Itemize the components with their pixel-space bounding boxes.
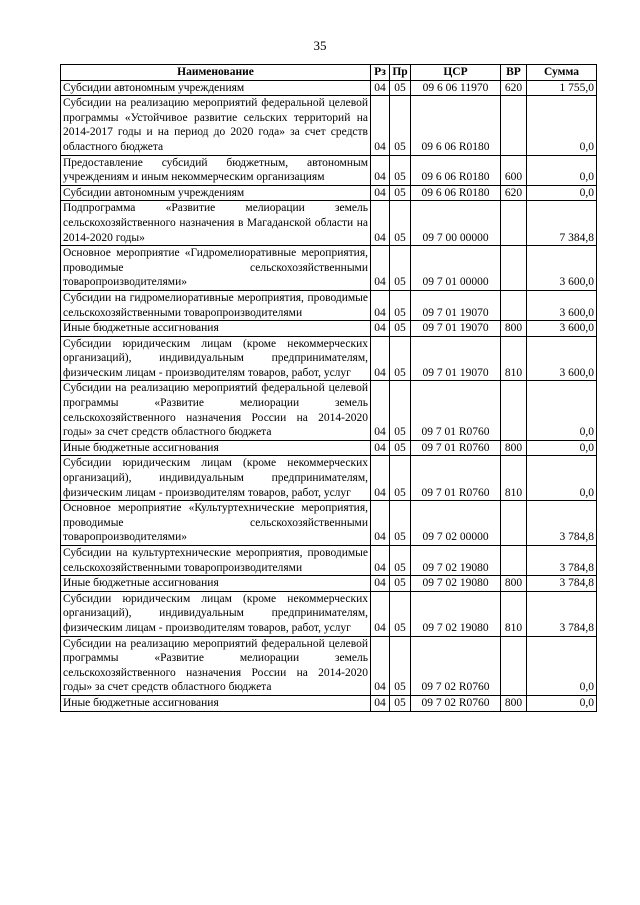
cell-rz: 04: [371, 591, 390, 636]
cell-rz: 04: [371, 440, 390, 456]
cell-name: Субсидии юридическим лицам (кроме некоммерческих организаций), индивидуальным предпринимателям, физическим лицам - производителям товаров, работ, услуг: [61, 591, 371, 636]
cell-vr: [501, 546, 527, 576]
cell-vr: 620: [501, 80, 527, 96]
cell-rz: 04: [371, 546, 390, 576]
cell-rz: 04: [371, 155, 390, 185]
table-row: [61, 201, 597, 246]
cell-rz: 04: [371, 201, 390, 246]
cell-rz: 04: [371, 456, 390, 501]
cell-sum: 0,0: [527, 185, 597, 201]
cell-name: Субсидии на гидромелиоративные мероприятия, проводимые сельскохозяйственными товаропроизводителями: [61, 290, 371, 320]
cell-vr: 800: [501, 321, 527, 337]
cell-rz: 04: [371, 336, 390, 381]
table-row: [61, 185, 597, 201]
table-row: [61, 290, 597, 320]
cell-name: Подпрограмма «Развитие мелиорации земель сельскохозяйственного назначения в Магаданской области на 2014-2020 годы»: [61, 201, 371, 246]
header-pr: Пр: [390, 65, 411, 81]
cell-rz: 04: [371, 246, 390, 291]
table-row: [61, 440, 597, 456]
cell-vr: 800: [501, 440, 527, 456]
cell-csr: 09 6 06 11970: [411, 80, 501, 96]
cell-vr: [501, 381, 527, 440]
cell-rz: 04: [371, 381, 390, 440]
cell-pr: 05: [390, 440, 411, 456]
cell-csr: 09 7 02 00000: [411, 501, 501, 546]
cell-sum: 0,0: [527, 695, 597, 711]
cell-pr: 05: [390, 636, 411, 695]
table-row: [61, 636, 597, 695]
cell-name: Субсидии на реализацию мероприятий федеральной целевой программы «Развитие мелиорации земель сельскохозяйственного назначения России на 2014-2020 годы» за счет средств областного бюджета: [61, 636, 371, 695]
cell-csr: 09 7 02 19080: [411, 591, 501, 636]
cell-sum: 1 755,0: [527, 80, 597, 96]
cell-csr: 09 7 02 R0760: [411, 636, 501, 695]
cell-csr: 09 7 02 R0760: [411, 695, 501, 711]
cell-name: Предоставление субсидий бюджетным, автономным учреждениям и иным некоммерческим организациям: [61, 155, 371, 185]
table-row: [61, 456, 597, 501]
cell-sum: 3 600,0: [527, 290, 597, 320]
table-row: [61, 381, 597, 440]
cell-name: Субсидии юридическим лицам (кроме некоммерческих организаций), индивидуальным предпринимателям, физическим лицам - производителям товаров, работ, услуг: [61, 456, 371, 501]
cell-name: Иные бюджетные ассигнования: [61, 321, 371, 337]
cell-sum: 3 784,8: [527, 546, 597, 576]
cell-pr: 05: [390, 336, 411, 381]
cell-pr: 05: [390, 501, 411, 546]
table-row: [61, 96, 597, 155]
cell-csr: 09 7 02 19080: [411, 546, 501, 576]
cell-csr: 09 6 06 R0180: [411, 155, 501, 185]
cell-vr: [501, 636, 527, 695]
table-row: [61, 321, 597, 337]
cell-pr: 05: [390, 80, 411, 96]
cell-rz: 04: [371, 695, 390, 711]
page-number: 35: [313, 38, 327, 53]
cell-vr: 620: [501, 185, 527, 201]
cell-pr: 05: [390, 546, 411, 576]
cell-pr: 05: [390, 185, 411, 201]
cell-rz: 04: [371, 321, 390, 337]
cell-rz: 04: [371, 96, 390, 155]
header-rz: Рз: [371, 65, 390, 81]
cell-pr: 05: [390, 246, 411, 291]
cell-vr: 800: [501, 695, 527, 711]
table-row: [61, 501, 597, 546]
cell-name: Субсидии на реализацию мероприятий федеральной целевой программы «Устойчивое развитие сельских территорий на 2014-2017 годы и на период до 2020 года» за счет средств областного бюджета: [61, 96, 371, 155]
cell-vr: [501, 246, 527, 291]
header-sum: Сумма: [527, 65, 597, 81]
cell-name: Основное мероприятие «Культуртехнические мероприятия, проводимые сельскохозяйственными товаропроизводителями»: [61, 501, 371, 546]
cell-csr: 09 7 02 19080: [411, 576, 501, 592]
cell-csr: 09 7 01 00000: [411, 246, 501, 291]
header-name: Наименование: [61, 65, 371, 81]
cell-vr: 810: [501, 456, 527, 501]
cell-sum: 0,0: [527, 440, 597, 456]
cell-pr: 05: [390, 576, 411, 592]
cell-sum: 0,0: [527, 155, 597, 185]
cell-vr: [501, 290, 527, 320]
cell-pr: 05: [390, 201, 411, 246]
cell-name: Иные бюджетные ассигнования: [61, 440, 371, 456]
cell-rz: 04: [371, 501, 390, 546]
cell-csr: 09 7 01 19070: [411, 321, 501, 337]
cell-csr: 09 6 06 R0180: [411, 96, 501, 155]
cell-name: Субсидии автономным учреждениям: [61, 185, 371, 201]
cell-sum: 3 600,0: [527, 321, 597, 337]
table-row: [61, 246, 597, 291]
cell-sum: 0,0: [527, 636, 597, 695]
cell-sum: 0,0: [527, 96, 597, 155]
cell-vr: 600: [501, 155, 527, 185]
cell-pr: 05: [390, 695, 411, 711]
cell-pr: 05: [390, 96, 411, 155]
header-vr: ВР: [501, 65, 527, 81]
cell-pr: 05: [390, 321, 411, 337]
cell-name: Субсидии на культуртехнические мероприятия, проводимые сельскохозяйственными товаропроизводителями: [61, 546, 371, 576]
table-row: [61, 80, 597, 96]
cell-pr: 05: [390, 456, 411, 501]
budget-table: [60, 64, 597, 712]
cell-sum: 0,0: [527, 381, 597, 440]
cell-csr: 09 7 01 19070: [411, 290, 501, 320]
cell-pr: 05: [390, 591, 411, 636]
cell-pr: 05: [390, 290, 411, 320]
cell-csr: 09 6 06 R0180: [411, 185, 501, 201]
table-header-row: [61, 65, 597, 81]
table-body: [61, 80, 597, 711]
cell-pr: 05: [390, 155, 411, 185]
cell-sum: 3 784,8: [527, 576, 597, 592]
cell-vr: [501, 201, 527, 246]
cell-name: Субсидии юридическим лицам (кроме некоммерческих организаций), индивидуальным предпринимателям, физическим лицам - производителям товаров, работ, услуг: [61, 336, 371, 381]
cell-sum: 7 384,8: [527, 201, 597, 246]
cell-rz: 04: [371, 80, 390, 96]
cell-vr: [501, 96, 527, 155]
cell-pr: 05: [390, 381, 411, 440]
table-row: [61, 576, 597, 592]
table-row: [61, 336, 597, 381]
cell-sum: 3 600,0: [527, 336, 597, 381]
cell-csr: 09 7 01 R0760: [411, 440, 501, 456]
cell-vr: 810: [501, 336, 527, 381]
cell-sum: 0,0: [527, 456, 597, 501]
cell-sum: 3 600,0: [527, 246, 597, 291]
cell-rz: 04: [371, 185, 390, 201]
cell-name: Иные бюджетные ассигнования: [61, 695, 371, 711]
table-row: [61, 591, 597, 636]
header-csr: ЦСР: [411, 65, 501, 81]
cell-name: Основное мероприятие «Гидромелиоративные мероприятия, проводимые сельскохозяйственными товаропроизводителями»: [61, 246, 371, 291]
table-row: [61, 695, 597, 711]
cell-vr: 810: [501, 591, 527, 636]
cell-vr: [501, 501, 527, 546]
cell-sum: 3 784,8: [527, 501, 597, 546]
cell-csr: 09 7 01 R0760: [411, 456, 501, 501]
cell-csr: 09 7 00 00000: [411, 201, 501, 246]
cell-name: Субсидии на реализацию мероприятий федеральной целевой программы «Развитие мелиорации земель сельскохозяйственного назначения России на 2014-2020 годы» за счет средств областного бюджета: [61, 381, 371, 440]
cell-csr: 09 7 01 19070: [411, 336, 501, 381]
cell-vr: 800: [501, 576, 527, 592]
table-row: [61, 155, 597, 185]
cell-name: Иные бюджетные ассигнования: [61, 576, 371, 592]
cell-rz: 04: [371, 636, 390, 695]
cell-rz: 04: [371, 576, 390, 592]
cell-rz: 04: [371, 290, 390, 320]
table-row: [61, 546, 597, 576]
cell-csr: 09 7 01 R0760: [411, 381, 501, 440]
cell-name: Субсидии автономным учреждениям: [61, 80, 371, 96]
cell-sum: 3 784,8: [527, 591, 597, 636]
